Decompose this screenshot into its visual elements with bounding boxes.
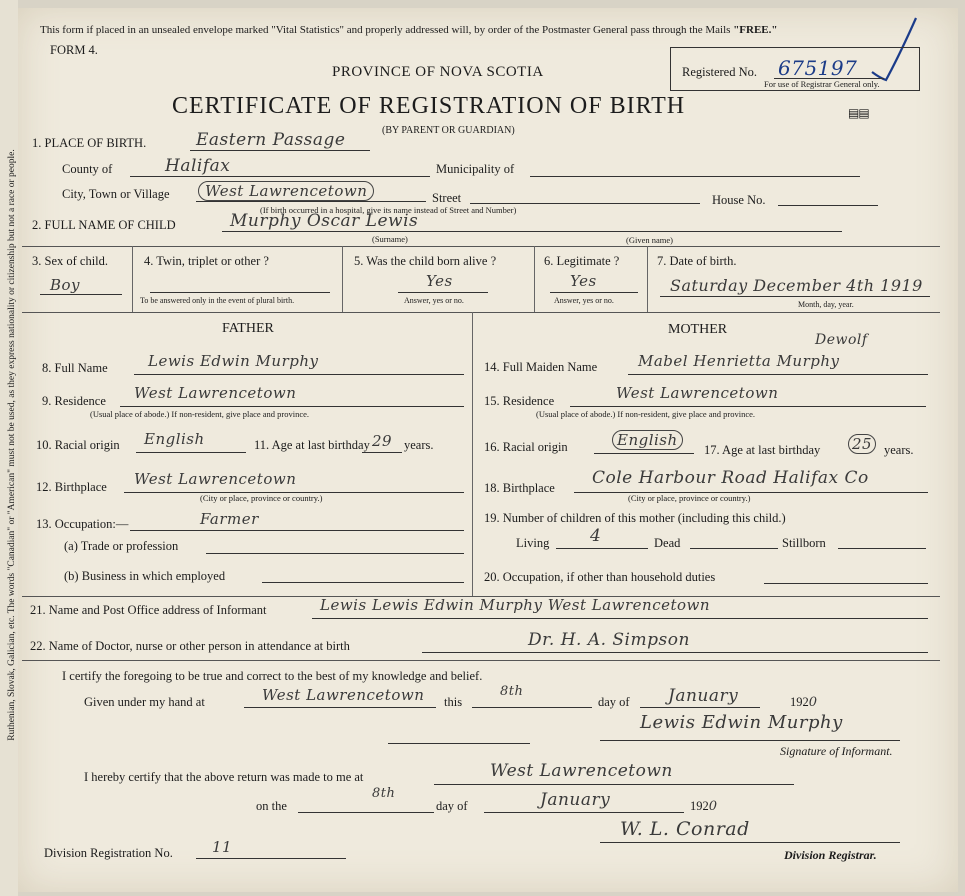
dayof-label: day of [598, 695, 630, 709]
stillborn-label: Stillborn [782, 536, 826, 550]
legit-value: Yes [570, 272, 597, 290]
doctor-label: 22. Name of Doctor, nurse or other person in attendance at birth [30, 639, 350, 653]
date-label: 7. Date of birth. [657, 254, 737, 268]
father-heading: FATHER [222, 321, 274, 336]
certificate-title: CERTIFICATE OF REGISTRATION OF BIRTH [172, 93, 686, 119]
street-label: Street [432, 191, 462, 205]
doctor-value: Dr. H. A. Simpson [528, 630, 690, 650]
city-value: West Lawrencetown [198, 181, 374, 201]
father-age-label: 11. Age at last birthday [254, 438, 370, 452]
mother-age: 25 [848, 434, 876, 454]
twin-label: 4. Twin, triplet or other ? [144, 254, 269, 268]
side-note: Ruthenian, Slovak, Galician, etc. The words "Canadian" or "American" must not be used, as they express nationality or citizenship but not a race or people. [7, 149, 17, 741]
division-number: 11 [212, 838, 233, 856]
living-label: Living [516, 536, 550, 550]
division-label: Division Registration No. [44, 846, 173, 860]
given-place: West Lawrencetown [262, 686, 425, 704]
father-name: Lewis Edwin Murphy [148, 352, 319, 370]
place-label: 1. PLACE OF BIRTH. [32, 136, 147, 150]
living-value: 4 [590, 526, 602, 546]
sex-label: 3. Sex of child. [32, 254, 109, 268]
alive-note: Answer, yes or no. [404, 296, 464, 305]
registrar-month: January [540, 790, 611, 810]
mother-name: Mabel Henrietta Murphy [638, 352, 840, 370]
municipality-label: Municipality of [436, 162, 515, 176]
registered-note: For use of Registrar General only. [764, 79, 880, 89]
given-day: 8th [500, 684, 524, 699]
father-racial: English [144, 430, 205, 448]
father-birthplace-note: (City or place, province or country.) [200, 493, 323, 503]
this-label: this [444, 695, 463, 709]
street-note: (If birth occurred in a hospital, give its name instead of Street and Number) [260, 205, 517, 215]
mother-heading: MOTHER [668, 322, 728, 337]
registrar-signature: W. L. Conrad [620, 818, 750, 840]
mother-res-note: (Usual place of abode.) If non-resident, give place and province. [536, 409, 756, 419]
registrar-day: 8th [372, 786, 396, 801]
children-label: 19. Number of children of this mother (including this child.) [484, 511, 786, 525]
on-the-label: on the [256, 799, 287, 813]
mail-notice: This form if placed in an unsealed envelope marked "Vital Statistics" and properly addressed will, by order of the Postmaster General pass through the Mails "FREE." [40, 24, 778, 36]
surname-label: (Surname) [372, 234, 408, 244]
mother-res: West Lawrencetown [616, 384, 779, 402]
trade-label: (a) Trade or profession [64, 539, 179, 553]
twin-note: To be answered only in the event of plural birth. [140, 296, 295, 305]
mother-racial: English [612, 430, 683, 450]
division-registrar-label: Division Registrar. [784, 848, 877, 862]
mother-res-label: 15. Residence [484, 394, 555, 408]
place-of-birth: Eastern Passage [196, 130, 346, 150]
mother-name-label: 14. Full Maiden Name [484, 360, 598, 374]
registrar-dayof-label: day of [436, 799, 468, 813]
certify-statement: I certify the foregoing to be true and correct to the best of my knowledge and belief. [62, 669, 483, 683]
signature-label: Signature of Informant. [780, 744, 893, 758]
date-note: Month, day, year. [798, 300, 854, 309]
registrar-year: 1920 [690, 799, 718, 814]
mother-age-label: 17. Age at last birthday [704, 443, 821, 457]
father-res-note: (Usual place of abode.) If non-resident, give place and province. [90, 409, 310, 419]
certificate-subtitle: (BY PARENT OR GUARDIAN) [382, 125, 515, 136]
child-name: Murphy Oscar Lewis [230, 211, 419, 231]
father-res-label: 9. Residence [42, 394, 106, 408]
registered-number: 675197 [778, 56, 858, 80]
informant-address: Lewis Lewis Edwin Murphy West Lawrencetown [320, 596, 711, 614]
given-year: 1920 [790, 695, 818, 710]
alive-value: Yes [426, 272, 453, 290]
child-name-label: 2. FULL NAME OF CHILD [32, 218, 176, 232]
father-birthplace: West Lawrencetown [134, 470, 297, 488]
father-racial-label: 10. Racial origin [36, 438, 120, 452]
informant-signature: Lewis Edwin Murphy [640, 712, 843, 733]
date-value: Saturday December 4th 1919 [670, 276, 923, 295]
father-occ-label: 13. Occupation:— [36, 517, 129, 531]
father-res: West Lawrencetown [134, 384, 297, 402]
father-birthplace-label: 12. Birthplace [36, 480, 107, 494]
legit-label: 6. Legitimate ? [544, 254, 620, 268]
mother-occ-label: 20. Occupation, if other than household duties [484, 570, 716, 584]
mother-racial-label: 16. Racial origin [484, 440, 568, 454]
county-value: Halifax [165, 156, 231, 176]
sex-value: Boy [50, 276, 81, 294]
stamp-mark: ▤▤ [848, 106, 869, 120]
dead-label: Dead [654, 536, 681, 550]
father-years: years. [404, 438, 434, 452]
city-label: City, Town or Village [62, 187, 170, 201]
registrar-place: West Lawrencetown [490, 761, 673, 781]
given-label: (Given name) [626, 235, 673, 245]
registrar-statement: I hereby certify that the above return was made to me at [84, 770, 364, 784]
registered-label: Registered No. [682, 65, 757, 79]
alive-label: 5. Was the child born alive ? [354, 254, 497, 268]
father-occ: Farmer [200, 510, 259, 528]
form-number: FORM 4. [50, 43, 98, 57]
legit-note: Answer, yes or no. [554, 296, 614, 305]
given-month: January [668, 686, 739, 706]
given-label: Given under my hand at [84, 695, 205, 709]
house-label: House No. [712, 193, 766, 207]
mother-name-correction: Dewolf [815, 332, 868, 348]
province-heading: PROVINCE OF NOVA SCOTIA [332, 64, 544, 80]
mother-years: years. [884, 443, 914, 457]
business-label: (b) Business in which employed [64, 569, 226, 583]
father-age: 29 [372, 432, 393, 450]
mother-birthplace: Cole Harbour Road Halifax Co [592, 468, 869, 488]
side-margin [0, 0, 18, 896]
informant-label: 21. Name and Post Office address of Informant [30, 603, 267, 617]
mother-birthplace-label: 18. Birthplace [484, 481, 555, 495]
mother-birthplace-note: (City or place, province or country.) [628, 493, 751, 503]
county-label: County of [62, 162, 113, 176]
father-name-label: 8. Full Name [42, 361, 108, 375]
